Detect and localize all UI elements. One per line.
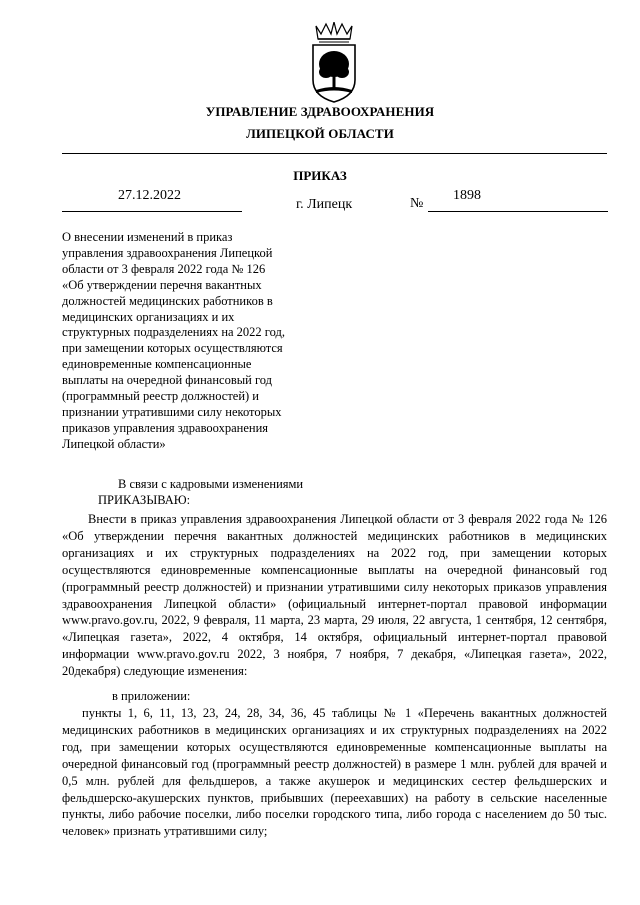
order-word: ПРИКАЗЫВАЮ: xyxy=(98,493,191,507)
organization-name-line2: ЛИПЕЦКОЙ ОБЛАСТИ xyxy=(246,126,394,141)
items-paragraph: пункты 1, 6, 11, 13, 23, 24, 28, 34, 36, 45 таблицы № 1 «Перечень вакантных должностей медицинских работников в медицинских организациях и их структурных подразделениях на 2022 год, при замещении которых осуществляются единовременные компенсационные выплаты на очередной финансовый год (программный реестр должностей) в размере 1 млн. рублей для врачей и 0,5 млн. рублей для фельдшеров, а также акушерок и медицинских сестер фельдшерских и фельдшерско-акушерских пунктов, прибывших (переехавших) на работу в сельские населенные пункты, либо рабочие поселки, либо поселки городского типа, либо города с населением до 50 тыс. человек» признать утратившими силу; xyxy=(62,706,607,839)
order-number-sign: № xyxy=(410,196,424,211)
appendix-intro: в приложении: xyxy=(112,689,191,703)
order-subject: О внесении изменений в приказ управления здравоохранения Липецкой области от 3 февраля 2022 года № 126 «Об утверждении перечня вакантных должностей медицинских работников в медицинских организациях и их структурных подразделениях на 2022 год, при замещении которых осуществляются единовременные компенсационные выплаты на очередной финансовый год (программный реестр должностей) и признании утратившими силу некоторых приказов управления здравоохранения Липецкой области» xyxy=(62,230,285,451)
basis-line: В связи с кадровыми изменениями xyxy=(118,477,304,491)
order-city: г. Липецк xyxy=(296,197,353,212)
main-paragraph: Внести в приказ управления здравоохранения Липецкой области от 3 февраля 2022 года № 126 «Об утверждении перечня вакантных должностей медицинских работников в медицинских организациях и их структурных подразделениях на 2022 год, при замещении которых осуществляются единовременные компенсационные выплаты на очередной финансовый год (программный реестр должностей) и признании утратившими силу некоторых приказов управления здравоохранения Липецкой области» (официальный интернет-портал правовой информации www.pravo.gov.ru, 2022, 9 февраля, 11 марта, 23 марта, 29 июля, 22 августа, 1 сентября, 12 сентября, «Липецкая газета», 2022, 4 октября, 14 октября, официальный интернет-портал правовой информации www.pravo.gov.ru 2022, 3 ноября, 7 ноября, 7 декабря, «Липецкая газета», 2022, 20декабря) следующие изменения: xyxy=(62,512,607,679)
order-date: 27.12.2022 xyxy=(118,188,181,203)
header-divider xyxy=(62,153,607,154)
lipetsk-coat-of-arms-icon xyxy=(304,22,364,104)
date-underline xyxy=(62,211,242,212)
order-number: 1898 xyxy=(453,188,481,203)
document-type-title: ПРИКАЗ xyxy=(293,168,347,183)
organization-name-line1: УПРАВЛЕНИЕ ЗДРАВООХРАНЕНИЯ xyxy=(205,104,435,119)
number-underline xyxy=(428,211,608,212)
